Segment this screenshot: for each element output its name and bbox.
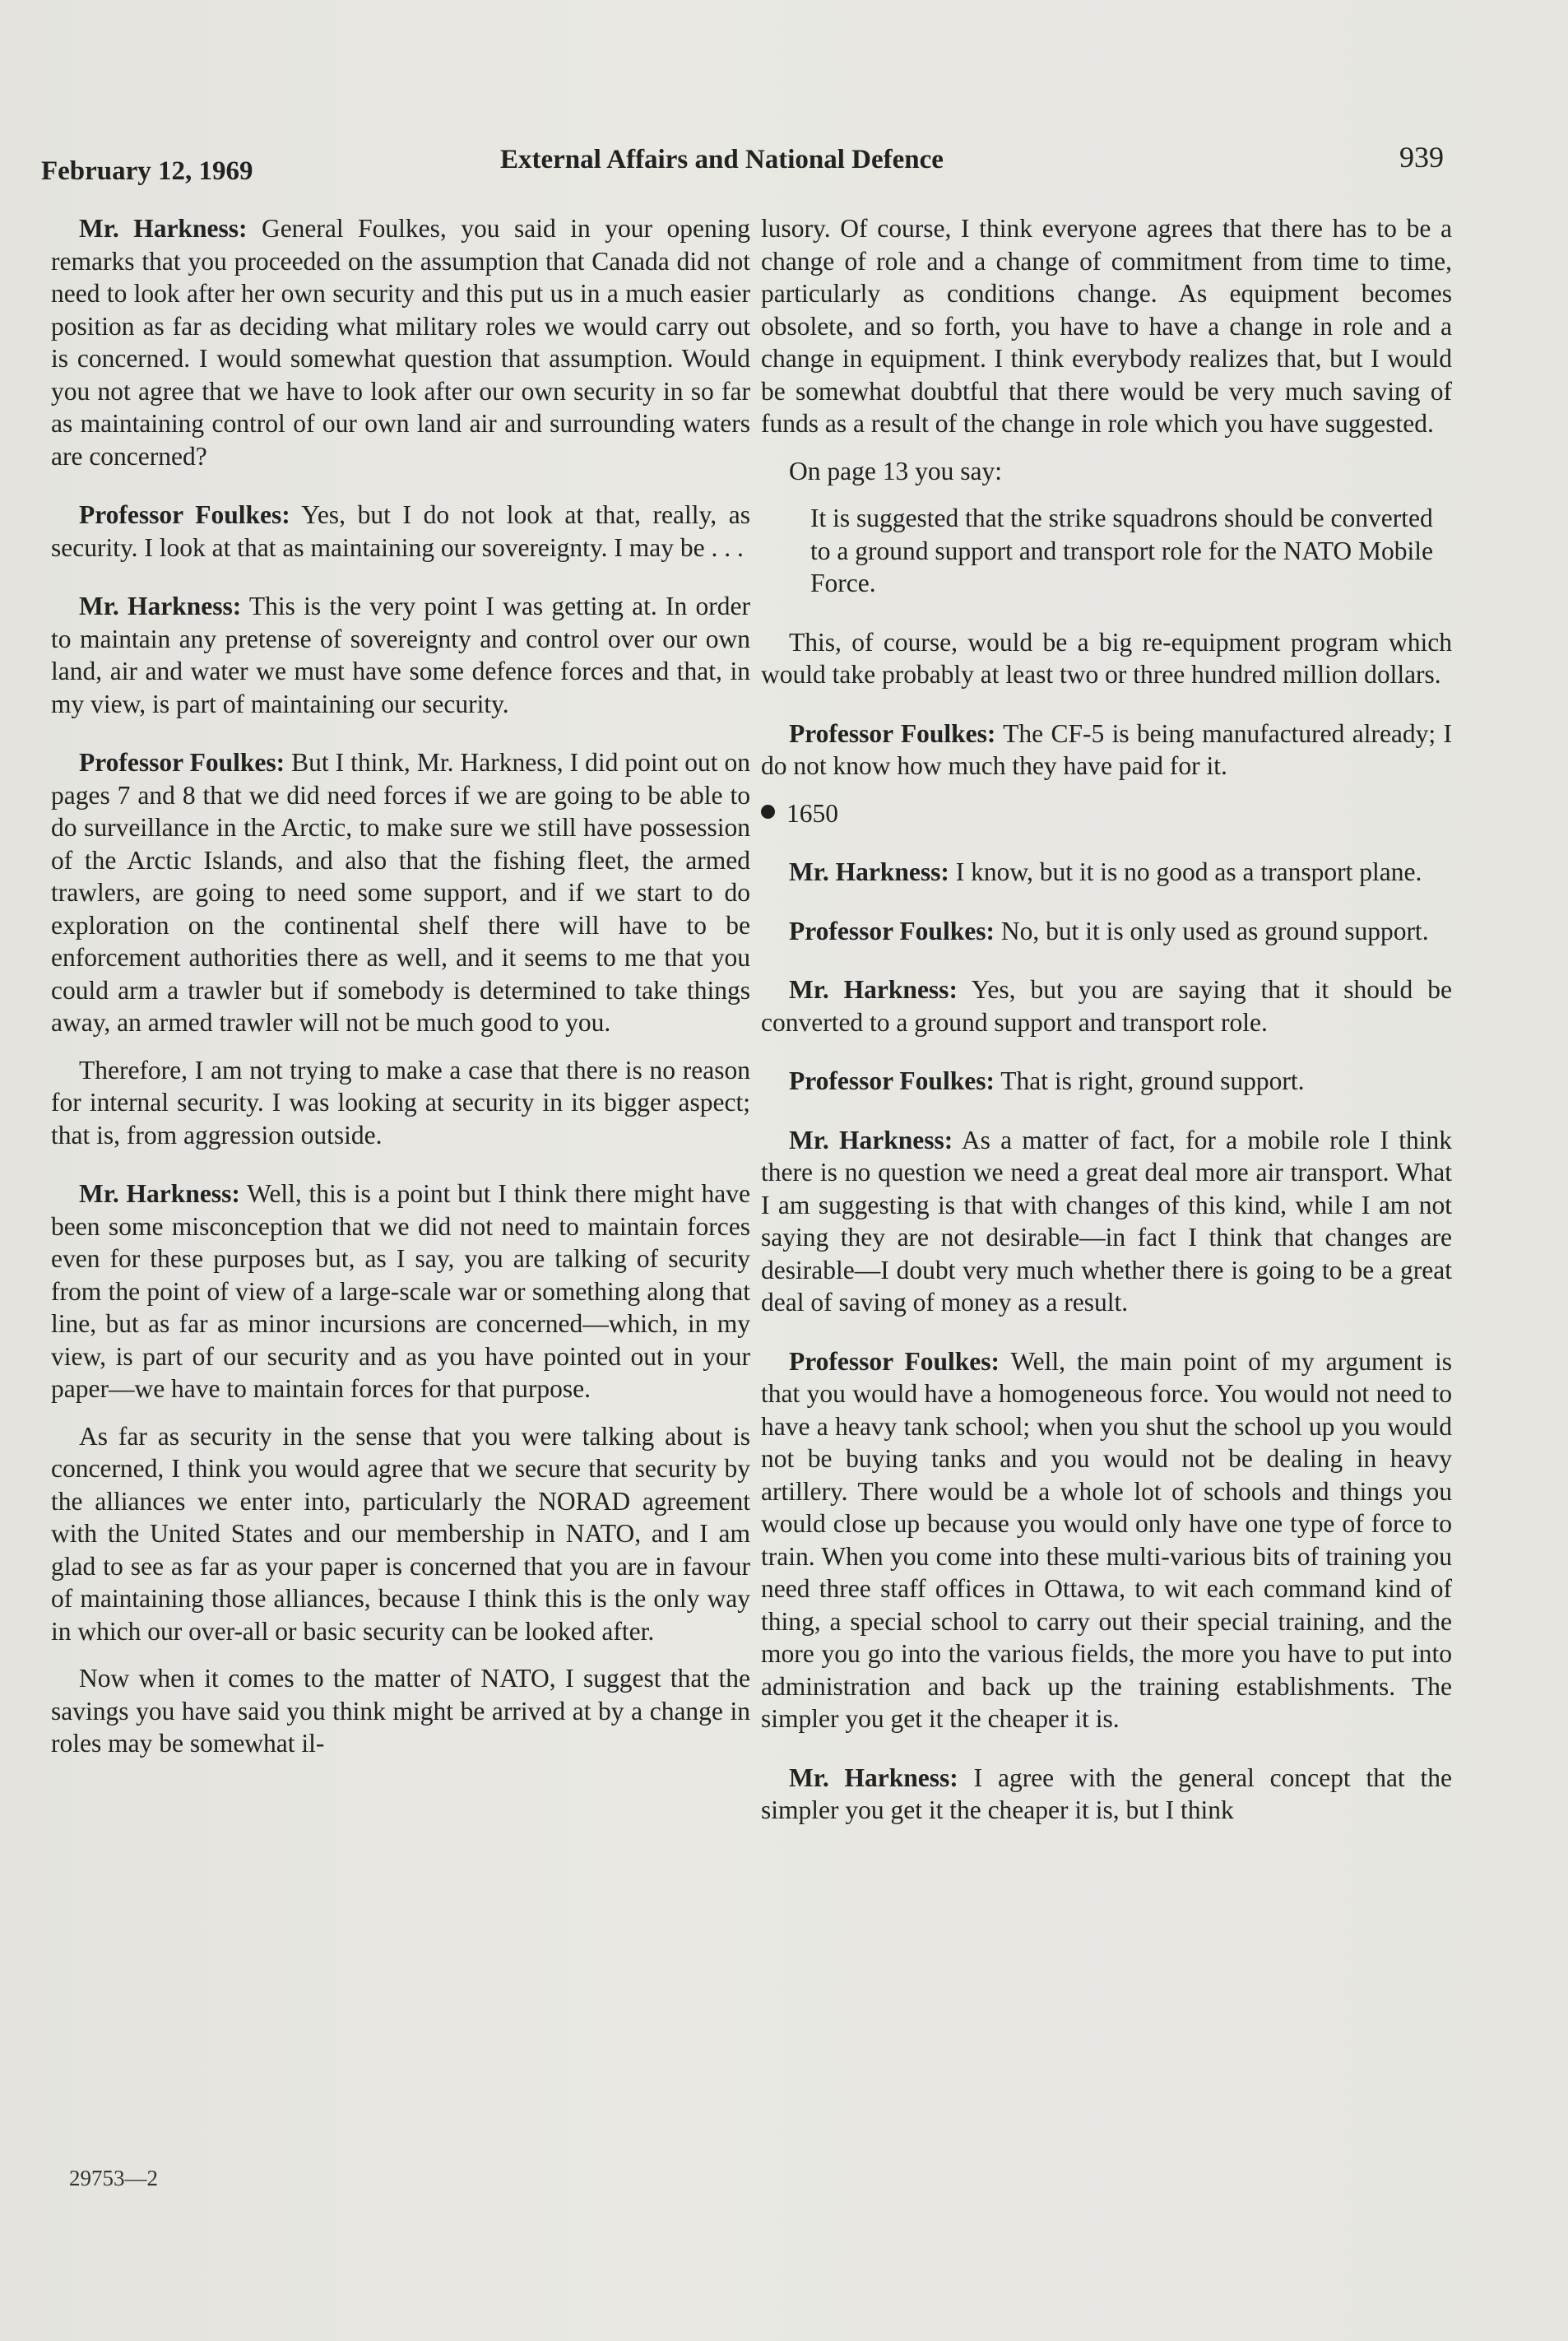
paragraph <box>51 212 750 472</box>
right-column <box>761 212 1452 1853</box>
speaker-name: Professor Foulkes: <box>789 718 996 748</box>
paragraph <box>761 718 1452 783</box>
paragraph <box>761 1124 1452 1319</box>
page-reference: On page 13 you say: <box>789 456 1002 485</box>
paragraph <box>51 590 750 720</box>
speaker-name: Professor Foulkes: <box>789 916 995 945</box>
paragraph <box>51 1177 750 1405</box>
speech-text: I know, but it is no good as a transport plane. <box>955 857 1422 886</box>
left-column <box>51 212 750 1786</box>
page-header <box>41 141 1444 194</box>
speech-text: This, of course, would be a big re-equipment program which would take probably at least two or three hundred million dollars. <box>761 627 1452 689</box>
paragraph <box>51 499 750 564</box>
paragraph <box>51 1054 750 1152</box>
speaker-name: Mr. Harkness: <box>789 857 949 886</box>
speech-text: lusory. Of course, I think everyone agrees that there has to be a change of role and a change of commitment from time to time, particularly as conditions change. As equipment becomes obsolete, and so forth, you have to have a change in role and a change in equipment. I think everybody realizes that, but I would be somewhat doubtful that there would be very much saving of funds as a result of the change in role which you have suggested. <box>761 214 1452 438</box>
speech-text: This is the very point I was getting at. In order to maintain any pretense of sovereignty and control over our own land, air and water we must have some defence forces and that, in my view, is part of maintaining our security. <box>51 592 750 718</box>
speaker-name: Mr. Harkness: <box>789 975 958 1004</box>
speech-text: Now when it comes to the matter of NATO, I suggest that the savings you have said you think might be arrived at by a change in roles may be somewhat il- <box>51 1664 750 1758</box>
speech-text: Therefore, I am not trying to make a case that there is no reason for internal security. I was looking at security in its bigger aspect; that is, from aggression outside. <box>51 1055 750 1150</box>
header-title: External Affairs and National Defence <box>500 145 944 174</box>
speaker-name: Professor Foulkes: <box>789 1346 1000 1376</box>
paragraph <box>761 1065 1452 1098</box>
speaker-name: Professor Foulkes: <box>79 748 285 777</box>
header-date: February 12, 1969 <box>41 156 253 186</box>
speech-text: Well, this is a point but I think there might have been some misconception that we did not need to maintain forces even for these purposes but, as I say, you are talking of security from the point of view of a large-scale war or something along that line, but as far as minor incursions are concerned—which, in my view, is part of our security and as you have pointed out in your paper—we have to maintain forces for that purpose. <box>51 1179 750 1403</box>
paragraph <box>761 1762 1452 1827</box>
speaker-name: Mr. Harkness: <box>79 214 248 243</box>
speech-text: Well, the main point of my argument is that you would have a homogeneous force. You would not need to have a heavy tank school; when you shut the school up you would not be buying tanks and you would not be dealing in heavy artillery. There would be a whole lot of schools and things you would close up because you would only have one type of force to train. When you come into these multi-various bits of training you need three staff offices in Ottawa, to wit each command kind of thing, a special school to carry out their special training, and the more you go into the various fields, the more you have to put into administration and back up the training establishments. The simpler you get it the cheaper it is. <box>761 1346 1452 1733</box>
speaker-name: Mr. Harkness: <box>79 592 242 620</box>
speech-text: As far as security in the sense that you were talking about is concerned, I think you would agree that we secure that security by the alliances we enter into, particularly the NORAD agreement with the United States and our membership in NATO, and I am glad to see as far as your paper is concerned that you are in favour of maintaining those alliances, because I think this is the only way in which our over-all or basic security can be looked after. <box>51 1421 750 1646</box>
speech-text: That is right, ground support. <box>1000 1066 1305 1095</box>
footer-code: 29753—2 <box>69 2166 158 2190</box>
speech-text: But I think, Mr. Harkness, I did point out on pages 7 and 8 that we did need forces if we are going to be able to do surveillance in the Arctic, to make sure we still have possession of the Arctic Islands, and also that the fishing fleet, the armed trawlers, are going to need some support, and if we start to do exploration on the continental shelf there will have to be enforcement authorities there as well, and it seems to me that you could arm a trawler but if somebody is determined to take things away, an armed trawler will not be much good to you. <box>51 748 750 1037</box>
time-marker <box>761 797 1452 830</box>
speaker-name: Professor Foulkes: <box>79 500 290 529</box>
paragraph <box>761 973 1452 1038</box>
speech-text: General Foulkes, you said in your opening remarks that you proceeded on the assumption that Canada did not need to look after her own security and this put us in a much easier position as far as deciding what military roles we would carry out is concerned. I would somewhat question that assumption. Would you not agree that we have to look after our own security in so far as maintaining control of our own land air and surrounding waters are concerned? <box>51 214 750 471</box>
speech-text: Yes, but you are saying that it should be converted to a ground support and transport role. <box>761 975 1452 1037</box>
bullet-icon <box>761 805 775 819</box>
paragraph <box>51 1420 750 1648</box>
speaker-name: Mr. Harkness: <box>789 1763 958 1792</box>
speech-text: Yes, but I do not look at that, really, as security. I look at that as maintaining our sovereignty. I may be . . . <box>51 500 750 562</box>
paragraph <box>51 1662 750 1760</box>
speech-text: No, but it is only used as ground support. <box>1000 916 1429 945</box>
paragraph <box>761 915 1452 948</box>
page-number: 939 <box>1399 141 1444 174</box>
speech-text: I agree with the general concept that the simpler you get it the cheaper it is, but I think <box>761 1763 1452 1824</box>
paragraph <box>761 212 1452 440</box>
paragraph <box>761 856 1452 889</box>
block-quote: It is suggested that the strike squadrons should be converted to a ground support and transport role for the NATO Mobile Force. <box>810 504 1434 597</box>
speech-text: As a matter of fact, for a mobile role I think there is no question we need a great deal more air transport. What I am suggesting is that with changes of this kind, while I am not saying they are not desirable—in fact I think that changes are desirable—I doubt very much whether there is going to be a great deal of saving of money as a result. <box>761 1125 1452 1317</box>
speaker-name: Mr. Harkness: <box>79 1179 240 1208</box>
time-marker-text: 1650 <box>786 798 838 828</box>
speaker-name: Professor Foulkes: <box>789 1066 995 1095</box>
paragraph <box>761 626 1452 691</box>
speaker-name: Mr. Harkness: <box>789 1125 953 1154</box>
paragraph <box>761 1345 1452 1735</box>
paragraph <box>51 746 750 1039</box>
speech-text: The CF-5 is being manufactured already; I do not know how much they have paid for it. <box>761 718 1452 780</box>
